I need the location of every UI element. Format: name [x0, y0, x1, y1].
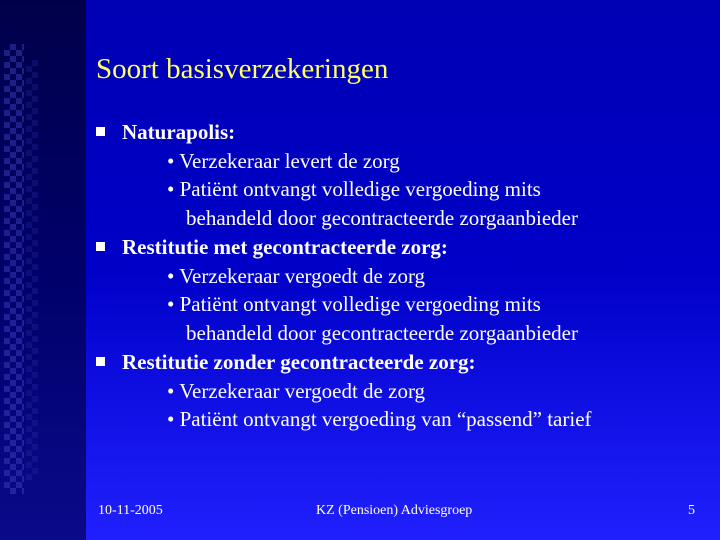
item-heading-restitutie-met: Restitutie met gecontracteerde zorg:: [122, 235, 448, 259]
item-sub-bullet: • Verzekeraar vergoedt de zorg: [167, 379, 426, 403]
item-sub-continuation: behandeld door gecontracteerde zorgaanbieder: [186, 321, 578, 345]
item-heading-naturapolis: Naturapolis:: [122, 120, 236, 144]
square-bullet-icon: [96, 127, 105, 136]
item-sub-bullet: • Verzekeraar levert de zorg: [167, 149, 400, 173]
checker-pattern: [4, 44, 24, 494]
square-bullet-icon: [96, 357, 105, 366]
square-bullet-icon: [96, 242, 105, 251]
item-sub-bullet: • Patiënt ontvangt vergoeding van “passend” tarief: [167, 407, 592, 431]
item-sub-bullet: • Patiënt ontvangt volledige vergoeding mits: [167, 292, 541, 316]
item-sub-continuation: behandeld door gecontracteerde zorgaanbieder: [186, 206, 578, 230]
checker-pattern-inner: [26, 60, 38, 480]
item-heading-restitutie-zonder: Restitutie zonder gecontracteerde zorg:: [122, 350, 476, 374]
footer-date: 10-11-2005: [98, 503, 163, 518]
footer-organization: KZ (Pensioen) Adviesgroep: [316, 503, 473, 518]
slide-title: Soort basisverzekeringen: [96, 53, 389, 85]
footer-page-number: 5: [688, 503, 695, 518]
item-sub-bullet: • Verzekeraar vergoedt de zorg: [167, 264, 426, 288]
item-sub-bullet: • Patiënt ontvangt volledige vergoeding mits: [167, 177, 541, 201]
